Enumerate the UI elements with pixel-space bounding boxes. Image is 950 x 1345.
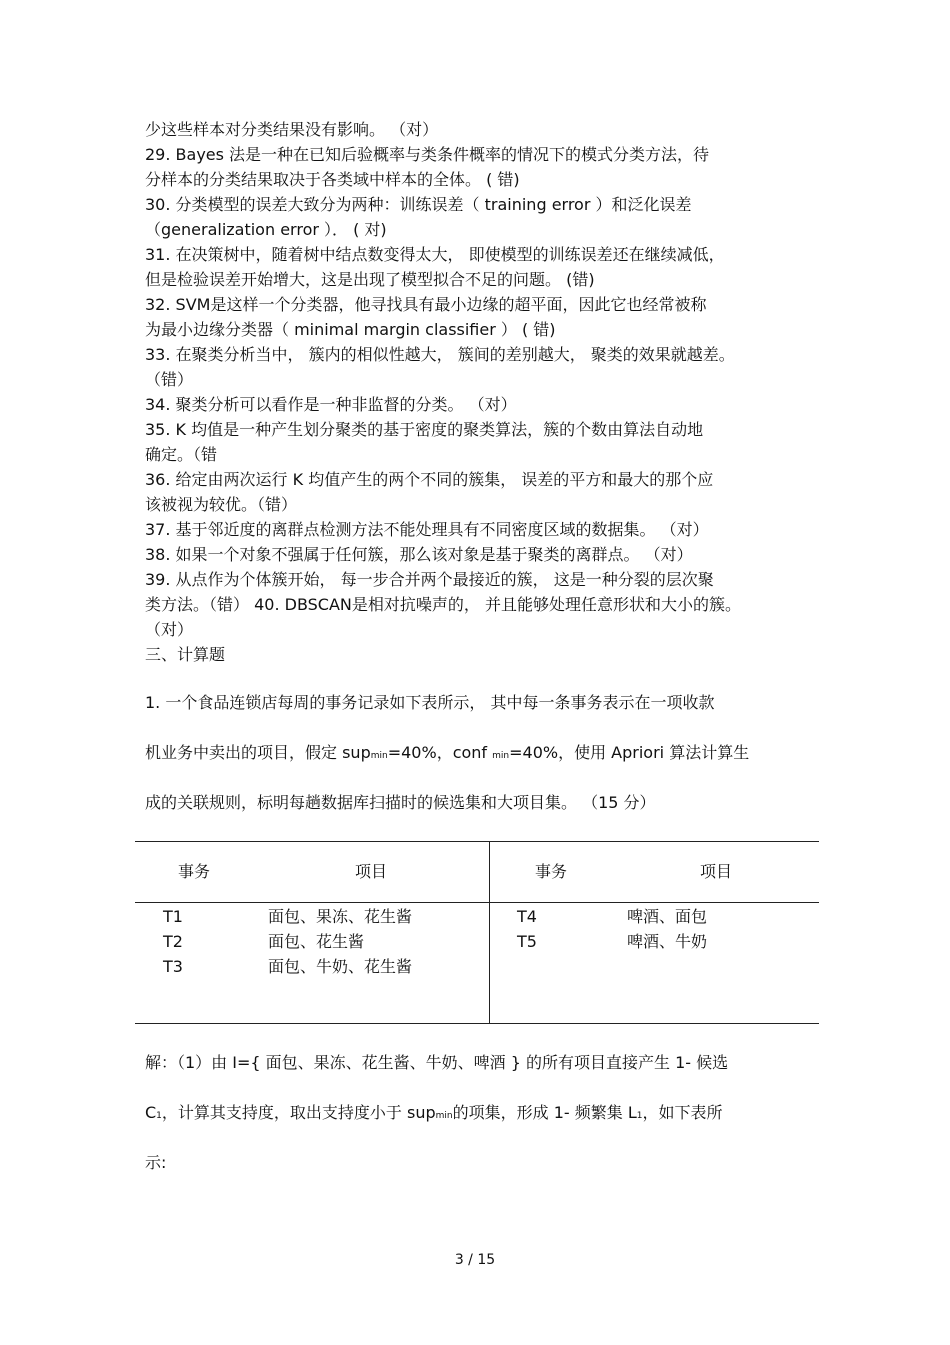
section-heading: 三、计算题 — [145, 645, 226, 664]
table-top-rule — [135, 841, 819, 842]
table-bottom-rule — [135, 1023, 819, 1024]
text-line: 但是检验误差开始增大，这是出现了模型拟合不足的问题。 (错) — [145, 270, 595, 289]
table-cell-tid: T4 — [517, 907, 537, 926]
text-line: 确定。（错 — [145, 445, 218, 464]
solution-line: 示: — [145, 1153, 167, 1172]
table-header: 事务 — [535, 862, 568, 881]
solution-line — [145, 1103, 723, 1126]
solution-line: 解：（1）由 I={ 面包、果冻、花生酱、牛奶、啤酒 } 的所有项目直接产生 1- 候选 — [145, 1053, 729, 1072]
text-line: 33. 在聚类分析当中， 簇内的相似性越大， 簇间的差别越大， 聚类的效果就越差。 — [145, 345, 735, 364]
text-line: （错） — [145, 370, 194, 389]
page-number: 3 / 15 — [454, 1252, 496, 1268]
table-header: 项目 — [355, 862, 388, 881]
subscript: min — [435, 1111, 453, 1121]
subscript: min — [370, 751, 388, 761]
table-cell-tid: T5 — [517, 932, 537, 951]
table-divider — [489, 841, 490, 1024]
table-cell-tid: T1 — [163, 907, 183, 926]
solution-text: ，如下表所 — [642, 1103, 723, 1122]
text-line: （generalization error ）． ( 对) — [145, 220, 387, 239]
subscript: min — [492, 751, 510, 761]
table-header: 项目 — [700, 862, 733, 881]
problem-text: 机业务中卖出的项目，假定 sup — [145, 743, 371, 762]
solution-text: ，计算其支持度，取出支持度小于 sup — [161, 1103, 436, 1122]
table-cell-items: 啤酒、面包 — [627, 907, 708, 926]
text-line: 29. Bayes 法是一种在已知后验概率与类条件概率的情况下的模式分类方法，待 — [145, 145, 710, 164]
text-line: 为最小边缘分类器（ minimal margin classifier ） ( 错) — [145, 320, 556, 339]
table-header: 事务 — [178, 862, 211, 881]
solution-text: 的项集，形成 1- 频繁集 L — [452, 1103, 637, 1122]
text-line: 36. 给定由两次运行 K 均值产生的两个不同的簇集， 误差的平方和最大的那个应 — [145, 470, 714, 489]
table-cell-tid: T3 — [163, 957, 183, 976]
text-line: 少这些样本对分类结果没有影响。 （对） — [145, 120, 439, 139]
text-line: 该被视为较优。（错） — [145, 495, 298, 514]
text-line: 分样本的分类结果取决于各类域中样本的全体。 ( 错) — [145, 170, 520, 189]
text-line: 类方法。（错） 40. DBSCAN是相对抗噪声的， 并且能够处理任意形状和大小的簇。 — [145, 595, 741, 614]
text-line: 39. 从点作为个体簇开始， 每一步合并两个最接近的簇， 这是一种分裂的层次聚 — [145, 570, 714, 589]
text-line: 34. 聚类分析可以看作是一种非监督的分类。 （对） — [145, 395, 517, 414]
text-line: 37. 基于邻近度的离群点检测方法不能处理具有不同密度区域的数据集。 （对） — [145, 520, 709, 539]
problem-text: =40%，使用 Apriori 算法计算生 — [509, 743, 750, 762]
table-cell-items: 面包、果冻、花生酱 — [268, 907, 413, 926]
problem-line: 成的关联规则，标明每趟数据库扫描时的候选集和大项目集。 （15 分） — [145, 793, 656, 812]
text-line: 35. K 均值是一种产生划分聚类的基于密度的聚类算法，簇的个数由算法自动地 — [145, 420, 704, 439]
table-cell-tid: T2 — [163, 932, 183, 951]
table-cell-items: 面包、牛奶、花生酱 — [268, 957, 413, 976]
problem-text: =40%，conf — [387, 743, 493, 762]
text-line: 30. 分类模型的误差大致分为两种：训练误差（ training error ）和泛化误差 — [145, 195, 692, 214]
text-line: （对） — [145, 620, 194, 639]
solution-text: C — [145, 1103, 157, 1122]
table-cell-items: 啤酒、牛奶 — [627, 932, 708, 951]
table-cell-items: 面包、花生酱 — [268, 932, 365, 951]
table-header-rule — [135, 902, 819, 903]
subscript: 1 — [636, 1111, 643, 1121]
text-line: 32. SVM是这样一个分类器，他寻找具有最小边缘的超平面，因此它也经常被称 — [145, 295, 707, 314]
text-line: 31. 在决策树中，随着树中结点数变得太大， 即使模型的训练误差还在继续减低， — [145, 245, 725, 264]
text-line: 38. 如果一个对象不强属于任何簇，那么该对象是基于聚类的离群点。 （对） — [145, 545, 693, 564]
problem-line: 1. 一个食品连锁店每周的事务记录如下表所示， 其中每一条事务表示在一项收款 — [145, 693, 715, 712]
subscript: 1 — [156, 1111, 162, 1121]
problem-line — [145, 743, 749, 766]
